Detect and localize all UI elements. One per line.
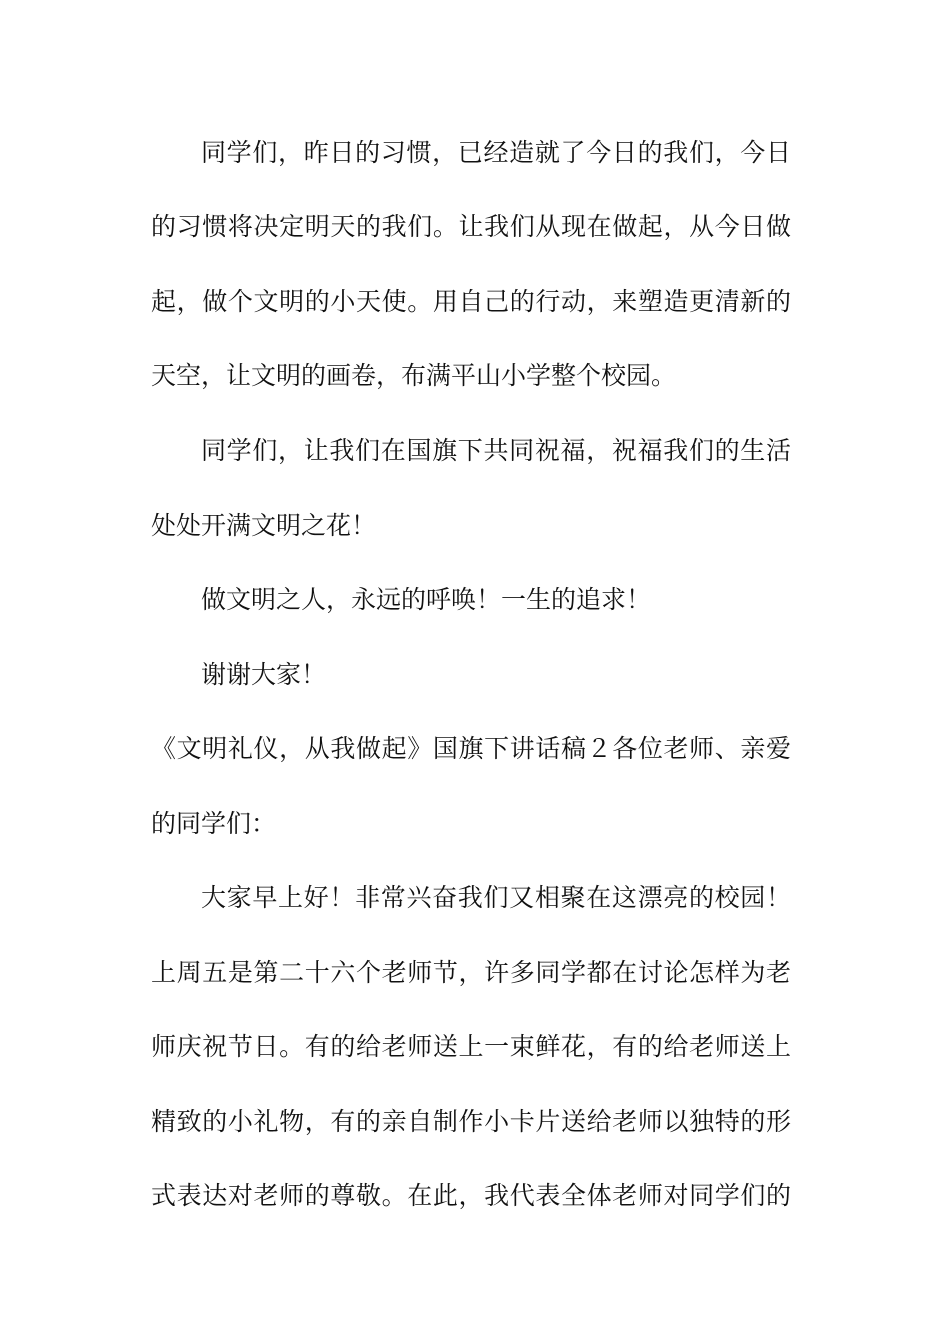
paragraph-line: 起，做个文明的小天使。用自己的行动，来塑造更清新的 <box>151 287 791 316</box>
paragraph-line: 谢谢大家！ <box>201 660 327 689</box>
paragraph-line: 师庆祝节日。有的给老师送上一束鲜花，有的给老师送上 <box>151 1032 791 1061</box>
section-heading-line: 的同学们： <box>151 809 277 838</box>
paragraph-line: 同学们，让我们在国旗下共同祝福，祝福我们的生活 <box>201 436 791 465</box>
paragraph-line: 精致的小礼物，有的亲自制作小卡片送给老师以独特的形 <box>151 1107 791 1136</box>
paragraph-line: 做文明之人，永远的呼唤！一生的追求！ <box>201 585 652 614</box>
paragraph-line: 同学们，昨日的习惯，已经造就了今日的我们，今日 <box>201 138 791 167</box>
paragraph-line: 的习惯将决定明天的我们。让我们从现在做起，从今日做 <box>151 212 791 241</box>
paragraph-line: 式表达对老师的尊敬。在此，我代表全体老师对同学们的 <box>151 1181 791 1210</box>
paragraph-line: 上周五是第二十六个老师节，许多同学都在讨论怎样为老 <box>151 958 791 987</box>
section-heading-line: 《文明礼仪，从我做起》国旗下讲话稿２各位老师、亲爱 <box>151 734 791 763</box>
paragraph-line: 大家早上好！非常兴奋我们又相聚在这漂亮的校园！ <box>201 883 791 912</box>
paragraph-line: 处处开满文明之花！ <box>151 511 377 540</box>
paragraph-line: 天空，让文明的画卷，布满平山小学整个校园。 <box>151 361 677 390</box>
